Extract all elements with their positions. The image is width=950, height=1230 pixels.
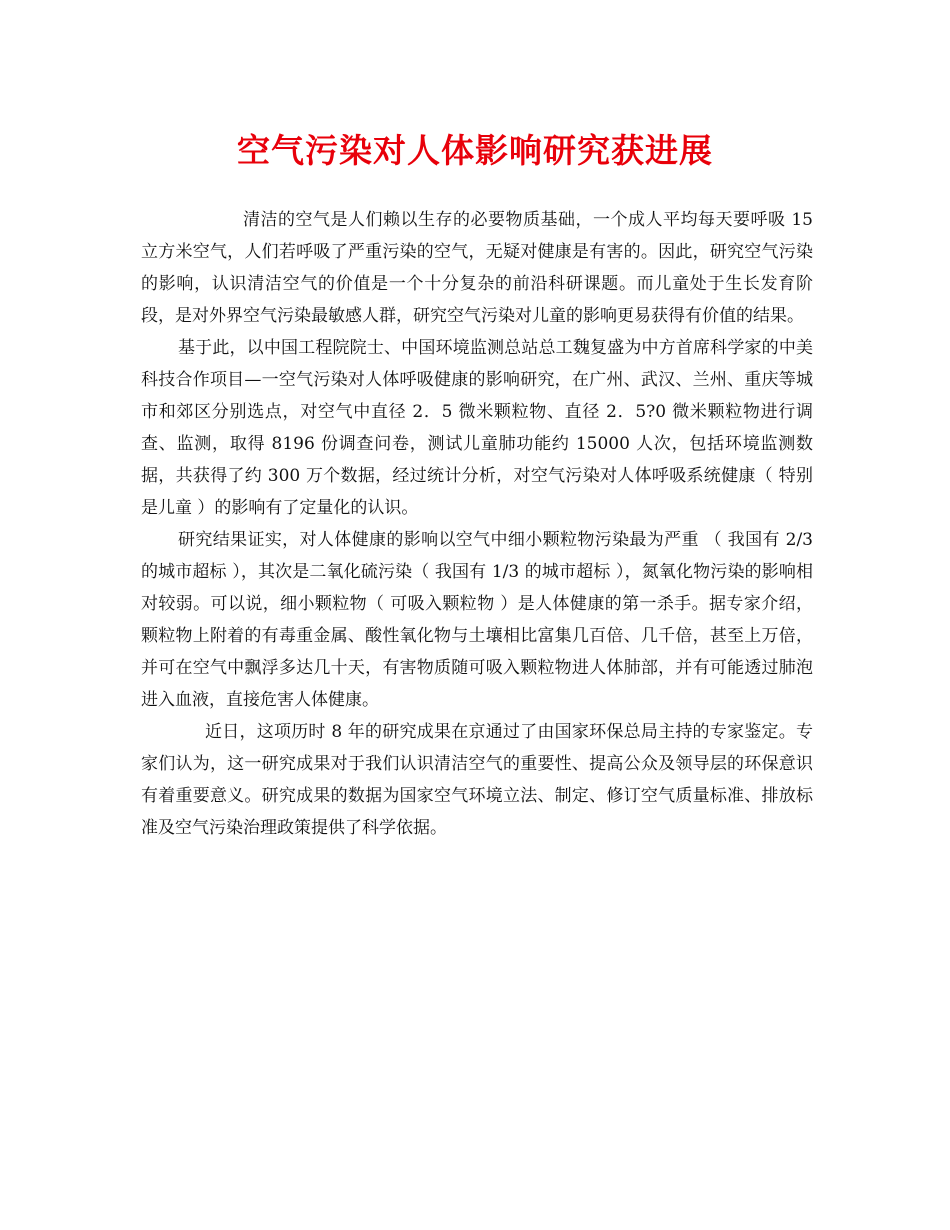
document-body xyxy=(141,204,813,844)
document-title: 空气污染对人体影响研究获进展 xyxy=(237,131,713,170)
paragraph-1: 清洁的空气是人们赖以生存的必要物质基础，一个成人平均每天要呼吸 15 立方米空气，人们若呼吸了严重污染的空气，无疑对健康是有害的。因此，研究空气污染的影响，认识清洁空气的价值是一个十分复杂的前沿科研课题。而儿童处于生长发育阶段，是对外界空气污染最敏感人群，研究空气污染对儿童的影响更易获得有价值的结果。 xyxy=(141,210,813,326)
paragraph-3: 研究结果证实，对人体健康的影响以空气中细小颗粒物污染最为严重 （ 我国有 2/3 的城市超标 ），其次是二氧化硫污染（ 我国有 1/3 的城市超标 ），氮氧化物污染的影响相对较弱。可以说，细小颗粒物（ 可吸入颗粒物 ）是人体健康的第一杀手。据专家介绍，颗粒物上附着的有毒重金属、酸性氧化物与土壤相比富集几百倍、几千倍，甚至上万倍，并可在空气中飘浮多达几十天，有害物质随可吸入颗粒物进人体肺部，并有可能透过肺泡进入血液，直接危害人体健康。 xyxy=(141,530,813,710)
paragraph-2: 基于此，以中国工程院院士、中国环境监测总站总工魏复盛为中方首席科学家的中美科技合作项目—一空气污染对人体呼吸健康的影响研究，在广州、武汉、兰州、重庆等城市和郊区分别选点，对空气中直径 2．5 微米颗粒物、直径 2．5?0 微米颗粒物进行调查、监测，取得 8196 份调查问卷，测试儿童肺功能约 15000 人次，包括环境监测数据，共获得了约 300 万个数据，经过统计分析，对空气污染对人体呼吸系统健康（ 特别是儿童 ）的影响有了定量化的认识。 xyxy=(141,338,813,518)
paragraph-4: 近日，这项历时 8 年的研究成果在京通过了由国家环保总局主持的专家鉴定。专家们认为，这一研究成果对于我们认识清洁空气的重要性、提高公众及领导层的环保意识有着重要意义。研究成果的数据为国家空气环境立法、制定、修订空气质量标准、排放标准及空气污染治理政策提供了科学依据。 xyxy=(141,722,813,838)
